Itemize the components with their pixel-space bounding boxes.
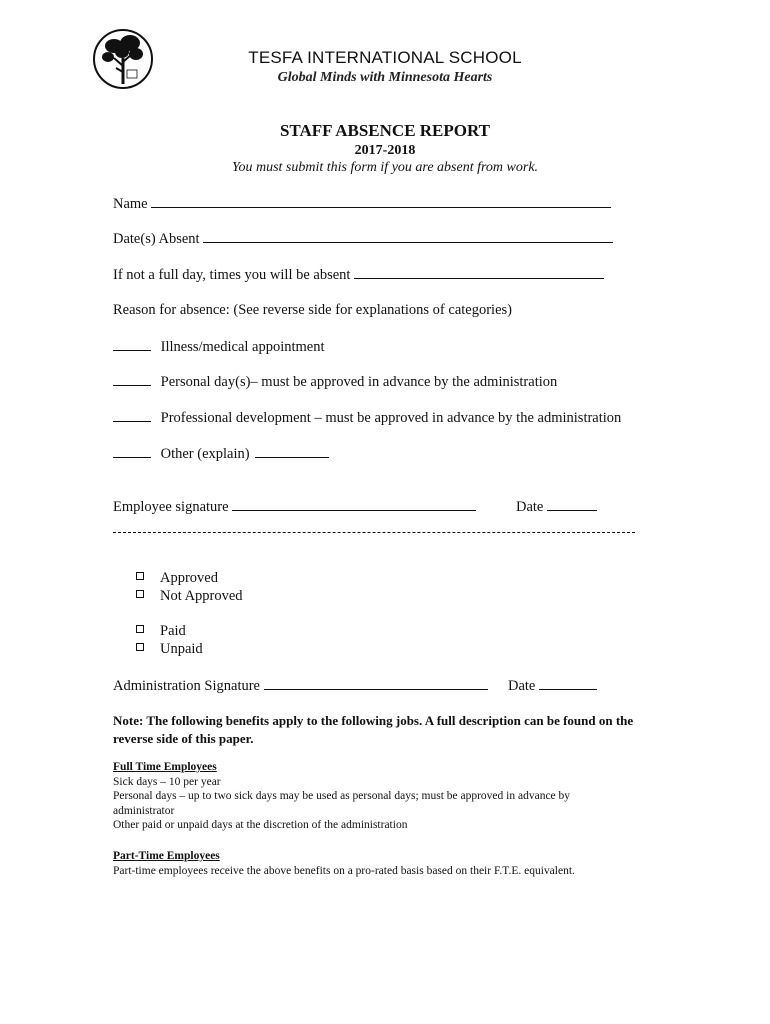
employee-signature-field[interactable] (232, 498, 476, 511)
name-field[interactable] (151, 195, 611, 208)
name-label: Name (113, 196, 148, 212)
reason-illness-label: Illness/medical appointment (160, 339, 325, 355)
reason-item (113, 409, 621, 427)
reason-other-field[interactable] (113, 445, 151, 458)
reason-item (113, 445, 329, 463)
approved-checkbox[interactable] (136, 572, 144, 580)
times-row (113, 266, 604, 284)
unpaid-checkbox[interactable] (136, 643, 144, 651)
part-time-section (113, 849, 673, 878)
dates-field[interactable] (203, 230, 613, 243)
form-instruction: You must submit this form if you are absent from work. (231, 160, 539, 175)
employee-signature-row (113, 498, 476, 516)
dates-row (113, 230, 613, 248)
list-item: Part-time employees receive the above benefits on a pro-rated basis based on their F.T.E. equivalent. (113, 864, 575, 877)
school-motto: Global Minds with Minnesota Hearts (277, 70, 493, 85)
reason-personal-label: Personal day(s)– must be approved in advance by the administration (160, 374, 558, 390)
list-item: Sick days – 10 per year (113, 775, 221, 788)
times-label: If not a full day, times you will be absent (113, 267, 351, 283)
benefits-note: Note: The following benefits apply to the following jobs. A full description can be found on the reverse side of this paper. (113, 713, 634, 746)
reason-label: Reason for absence: (See reverse side for explanations of categories) (113, 302, 512, 318)
reason-other-label: Other (explain) (160, 446, 250, 462)
unpaid-label: Unpaid (160, 641, 203, 657)
reason-pd-label: Professional development – must be approved in advance by the administration (160, 410, 622, 426)
paid-option (136, 623, 186, 640)
name-row (113, 195, 611, 213)
times-field[interactable] (354, 266, 604, 279)
not-approved-checkbox[interactable] (136, 590, 144, 598)
school-name: TESFA INTERNATIONAL SCHOOL (248, 48, 522, 67)
admin-signature-label: Administration Signature (113, 678, 260, 694)
form-title: STAFF ABSENCE REPORT (279, 121, 491, 140)
reason-item (113, 338, 325, 356)
reason-illness-field[interactable] (113, 338, 151, 351)
reason-other-explain-field[interactable] (255, 445, 329, 458)
employee-signature-label: Employee signature (113, 499, 229, 515)
reason-item (113, 373, 557, 391)
admin-signature-field[interactable] (264, 677, 488, 690)
unpaid-option (136, 641, 203, 658)
section-divider (113, 532, 635, 533)
not-approved-option (136, 588, 243, 605)
approved-label: Approved (160, 570, 218, 586)
part-time-heading: Part-Time Employees (113, 850, 220, 862)
admin-date-field[interactable] (539, 677, 597, 690)
not-approved-label: Not Approved (160, 588, 243, 604)
reason-personal-field[interactable] (113, 373, 151, 386)
full-time-heading: Full Time Employees (113, 761, 217, 773)
paid-label: Paid (160, 623, 186, 639)
full-time-section (113, 760, 633, 833)
admin-date-row (508, 677, 597, 695)
dates-label: Date(s) Absent (113, 231, 200, 247)
paid-checkbox[interactable] (136, 625, 144, 633)
reason-pd-field[interactable] (113, 409, 151, 422)
list-item: Other paid or unpaid days at the discretion of the administration (113, 819, 408, 831)
school-year: 2017-2018 (354, 143, 416, 158)
list-item: Personal days – up to two sick days may be used as personal days; must be approved in advance by administrator (113, 790, 571, 817)
admin-signature-row (113, 677, 488, 695)
employee-date-row (516, 498, 597, 516)
admin-date-label: Date (508, 678, 536, 694)
approved-option (136, 570, 218, 587)
employee-date-label: Date (516, 499, 544, 515)
employee-date-field[interactable] (547, 498, 597, 511)
